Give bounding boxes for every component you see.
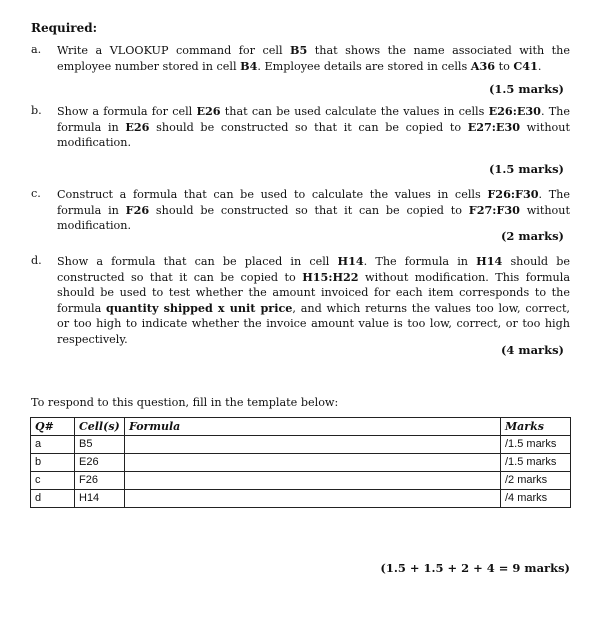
row-cell: B5 bbox=[75, 436, 125, 454]
row-formula-field[interactable] bbox=[125, 490, 501, 508]
row-marks: /4 marks bbox=[501, 490, 571, 508]
bold-text: E26 bbox=[196, 104, 221, 118]
table-row bbox=[31, 472, 571, 490]
row-marks: /2 marks bbox=[501, 472, 571, 490]
plain-text: , and which returns the values too low, correct, or too high to indicate whether the invoice amount value is too low, correct, or too high respectively. bbox=[57, 301, 570, 346]
plain-text: . Employee details are stored in cells bbox=[257, 59, 471, 73]
row-marks: /1.5 marks bbox=[501, 436, 571, 454]
plain-text: Construct a formula that can be used to calculate the values in cells bbox=[57, 188, 488, 201]
bold-text: quantity shipped x unit price bbox=[106, 300, 293, 315]
bold-text: B4 bbox=[240, 58, 258, 73]
question-text-d bbox=[57, 254, 570, 347]
plain-text: . bbox=[537, 59, 542, 73]
question-marks-b: (1.5 marks) bbox=[488, 162, 564, 176]
bold-text: C41 bbox=[513, 58, 538, 73]
plain-text: . The formula in bbox=[363, 255, 477, 268]
table-row bbox=[31, 436, 571, 454]
plain-text: should be constructed so that it can be copied to bbox=[149, 203, 469, 217]
bold-text: H14 bbox=[337, 254, 364, 268]
question-letter-a: a. bbox=[31, 43, 42, 56]
plain-text: should be constructed so that it can be copied to bbox=[149, 120, 468, 134]
row-formula-field[interactable] bbox=[125, 454, 501, 472]
bold-text: F26 bbox=[125, 202, 150, 217]
row-marks: /1.5 marks bbox=[501, 454, 571, 472]
question-marks-d: (4 marks) bbox=[500, 343, 564, 357]
row-cell: H14 bbox=[75, 490, 125, 508]
plain-text: Show a formula for cell bbox=[57, 105, 197, 118]
plain-text: . The formula in bbox=[57, 188, 570, 217]
bold-text: H15:H22 bbox=[302, 269, 359, 284]
bold-text: E27:E30 bbox=[467, 119, 521, 134]
question-letter-d: d. bbox=[31, 254, 42, 267]
row-q: b bbox=[31, 454, 75, 472]
question-letter-c: c. bbox=[31, 187, 41, 200]
row-formula-field[interactable] bbox=[125, 472, 501, 490]
question-text-b bbox=[57, 104, 570, 151]
bold-text: A36 bbox=[470, 58, 496, 73]
plain-text: Write a VLOOKUP command for cell bbox=[57, 44, 291, 57]
header-q: Q# bbox=[31, 418, 75, 436]
page-heading: Required: bbox=[31, 21, 98, 35]
question-letter-b: b. bbox=[31, 104, 42, 117]
table-row bbox=[31, 454, 571, 472]
question-text-c bbox=[57, 187, 570, 234]
plain-text: that can be used calculate the values in cells bbox=[220, 105, 489, 118]
table-header-row bbox=[31, 418, 571, 436]
answer-template-table bbox=[30, 417, 571, 508]
question-text-a bbox=[57, 43, 570, 74]
row-q: c bbox=[31, 472, 75, 490]
bold-text: E26:E30 bbox=[488, 104, 541, 118]
bold-text: H14 bbox=[476, 254, 503, 268]
plain-text: should be constructed so that it can be copied to bbox=[57, 255, 570, 284]
row-formula-field[interactable] bbox=[125, 436, 501, 454]
plain-text: without modification. bbox=[57, 203, 570, 232]
row-q: d bbox=[31, 490, 75, 508]
header-cells: Cell(s) bbox=[75, 418, 125, 436]
row-q: a bbox=[31, 436, 75, 454]
row-cell: E26 bbox=[75, 454, 125, 472]
table-row bbox=[31, 490, 571, 508]
header-marks: Marks bbox=[501, 418, 571, 436]
total-marks: (1.5 + 1.5 + 2 + 4 = 9 marks) bbox=[380, 561, 570, 575]
plain-text: . The formula in bbox=[57, 105, 570, 134]
plain-text: without modification. This formula should be used to test whether the amount invoiced for each item corresponds to the formula bbox=[57, 270, 570, 315]
bold-text: E26 bbox=[125, 119, 150, 134]
template-intro: To respond to this question, fill in the template below: bbox=[31, 396, 339, 409]
question-marks-c: (2 marks) bbox=[500, 229, 564, 243]
plain-text: without modification. bbox=[57, 120, 570, 149]
header-formula: Formula bbox=[125, 418, 501, 436]
plain-text: Show a formula that can be placed in cell bbox=[57, 255, 338, 268]
row-cell: F26 bbox=[75, 472, 125, 490]
bold-text: F27:F30 bbox=[468, 202, 520, 217]
question-marks-a: (1.5 marks) bbox=[488, 82, 564, 96]
bold-text: F26:F30 bbox=[487, 187, 539, 201]
plain-text: to bbox=[495, 59, 514, 73]
plain-text: that shows the name associated with the employee number stored in cell bbox=[57, 44, 570, 73]
bold-text: B5 bbox=[290, 43, 308, 57]
